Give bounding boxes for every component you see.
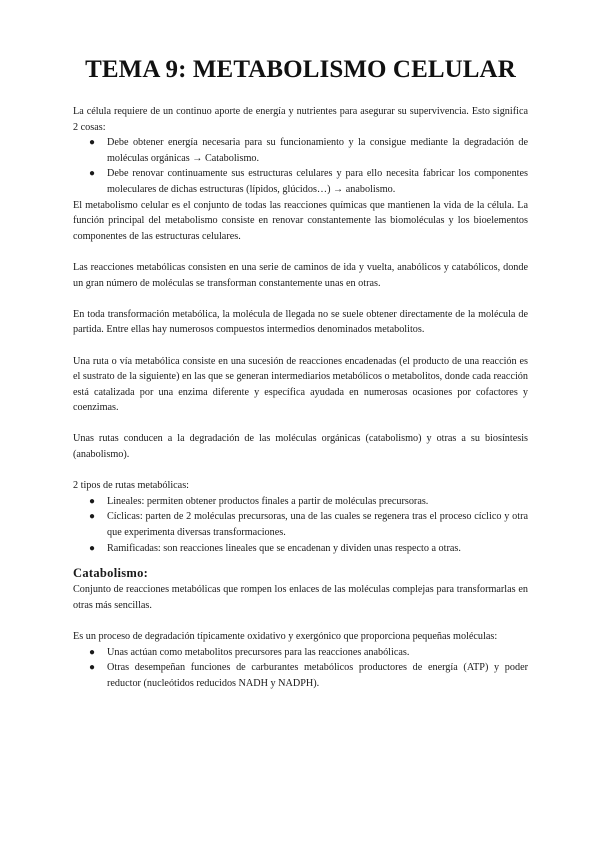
page-title: TEMA 9: METABOLISMO CELULAR — [85, 56, 516, 83]
list-item: ● Ramificadas: son reacciones lineales que se encadenan y dividen unas respecto a otras. — [107, 541, 528, 557]
list-item: ● Otras desempeñan funciones de carburantes metabólicos productores de energía (ATP) y poder reductor (nucleótidos reducidos NADH y NADPH). — [89, 662, 528, 689]
bullet-icon: ● — [89, 542, 96, 554]
catabolism-process-paragraph: Es un proceso de degradación típicamente oxidativo y exergónico que proporciona pequeñas moléculas: — [73, 631, 498, 642]
route-types-intro: 2 tipos de rutas metabólicas: — [73, 480, 189, 492]
catabolism-definition-paragraph: Conjunto de reacciones metabólicas que rompen los enlaces de las moléculas complejas para transformarlas en otras más sencillas. — [73, 584, 528, 611]
list-item: ● Cíclicas: parten de 2 moléculas precursoras, una de las cuales se regenera tras el proceso cíclico y otra que experimenta diversas transformaciones. — [89, 511, 528, 539]
section-heading-catabolismo: Catabolismo: — [73, 566, 149, 581]
intro-paragraph: La célula requiere de un continuo aporte de energía y nutrientes para asegurar su supervivencia. Esto significa 2 cosas: — [73, 106, 528, 133]
metabolic-route-paragraph: Una ruta o vía metabólica consiste en una sucesión de reacciones encadenadas (el producto de una reacción es el sustrato de la siguiente) en las que se generan intermediarios metabólicos o metabolitos, donde cada reacción está catalizada por una enzima diferente y específica ayudada en numerosas ocasiones por cofactores y coenzimas. — [73, 355, 528, 414]
bullet-icon: ● — [89, 511, 96, 523]
route-types-list — [73, 494, 528, 556]
bullet-icon: ● — [89, 495, 96, 507]
metabolites-paragraph: En toda transformación metabólica, la molécula de llegada no se suele obtener directamente de la molécula de partida. Entre ellas hay numerosos compuestos intermedios denominados metabolitos. — [73, 308, 528, 336]
list-item: ● Debe renovar continuamente sus estructuras celulares y para ello necesita fabricar los componentes moleculares de dichas estructuras (lípidos, glúcidos…) → anabolismo. — [89, 168, 528, 195]
list-item: ● Unas actúan como metabolitos precursores para las reacciones anabólicas. — [107, 645, 528, 661]
bullet-icon: ● — [89, 646, 96, 658]
routes-purpose-paragraph: Unas rutas conducen a la degradación de las moléculas orgánicas (catabolismo) y otras a su biosíntesis (anabolismo). — [73, 433, 528, 461]
list-item: ● Lineales: permiten obtener productos finales a partir de moléculas precursoras. — [107, 494, 528, 510]
reactions-paragraph: Las reacciones metabólicas consisten en una serie de caminos de ida y vuelta, anabólicos y catabólicos, donde un gran número de moléculas se transforman constantemente unas en otras. — [73, 261, 528, 289]
bullet-icon: ● — [89, 168, 96, 180]
list-item: ● Debe obtener energía necesaria para su funcionamiento y la consigue mediante la degradación de moléculas orgánicas → Catabolismo. — [89, 137, 528, 164]
needs-list — [73, 135, 528, 197]
metabolism-definition-paragraph: El metabolismo celular es el conjunto de todas las reacciones químicas que mantienen la vida de la célula. La función principal del metabolismo consiste en renovar constantemente las biomoléculas y los bioelementos componentes de las estructuras celulares. — [73, 199, 528, 242]
document-page — [73, 56, 528, 691]
catabolism-products-list — [73, 645, 528, 692]
bullet-icon: ● — [89, 662, 96, 674]
bullet-icon: ● — [89, 137, 96, 149]
